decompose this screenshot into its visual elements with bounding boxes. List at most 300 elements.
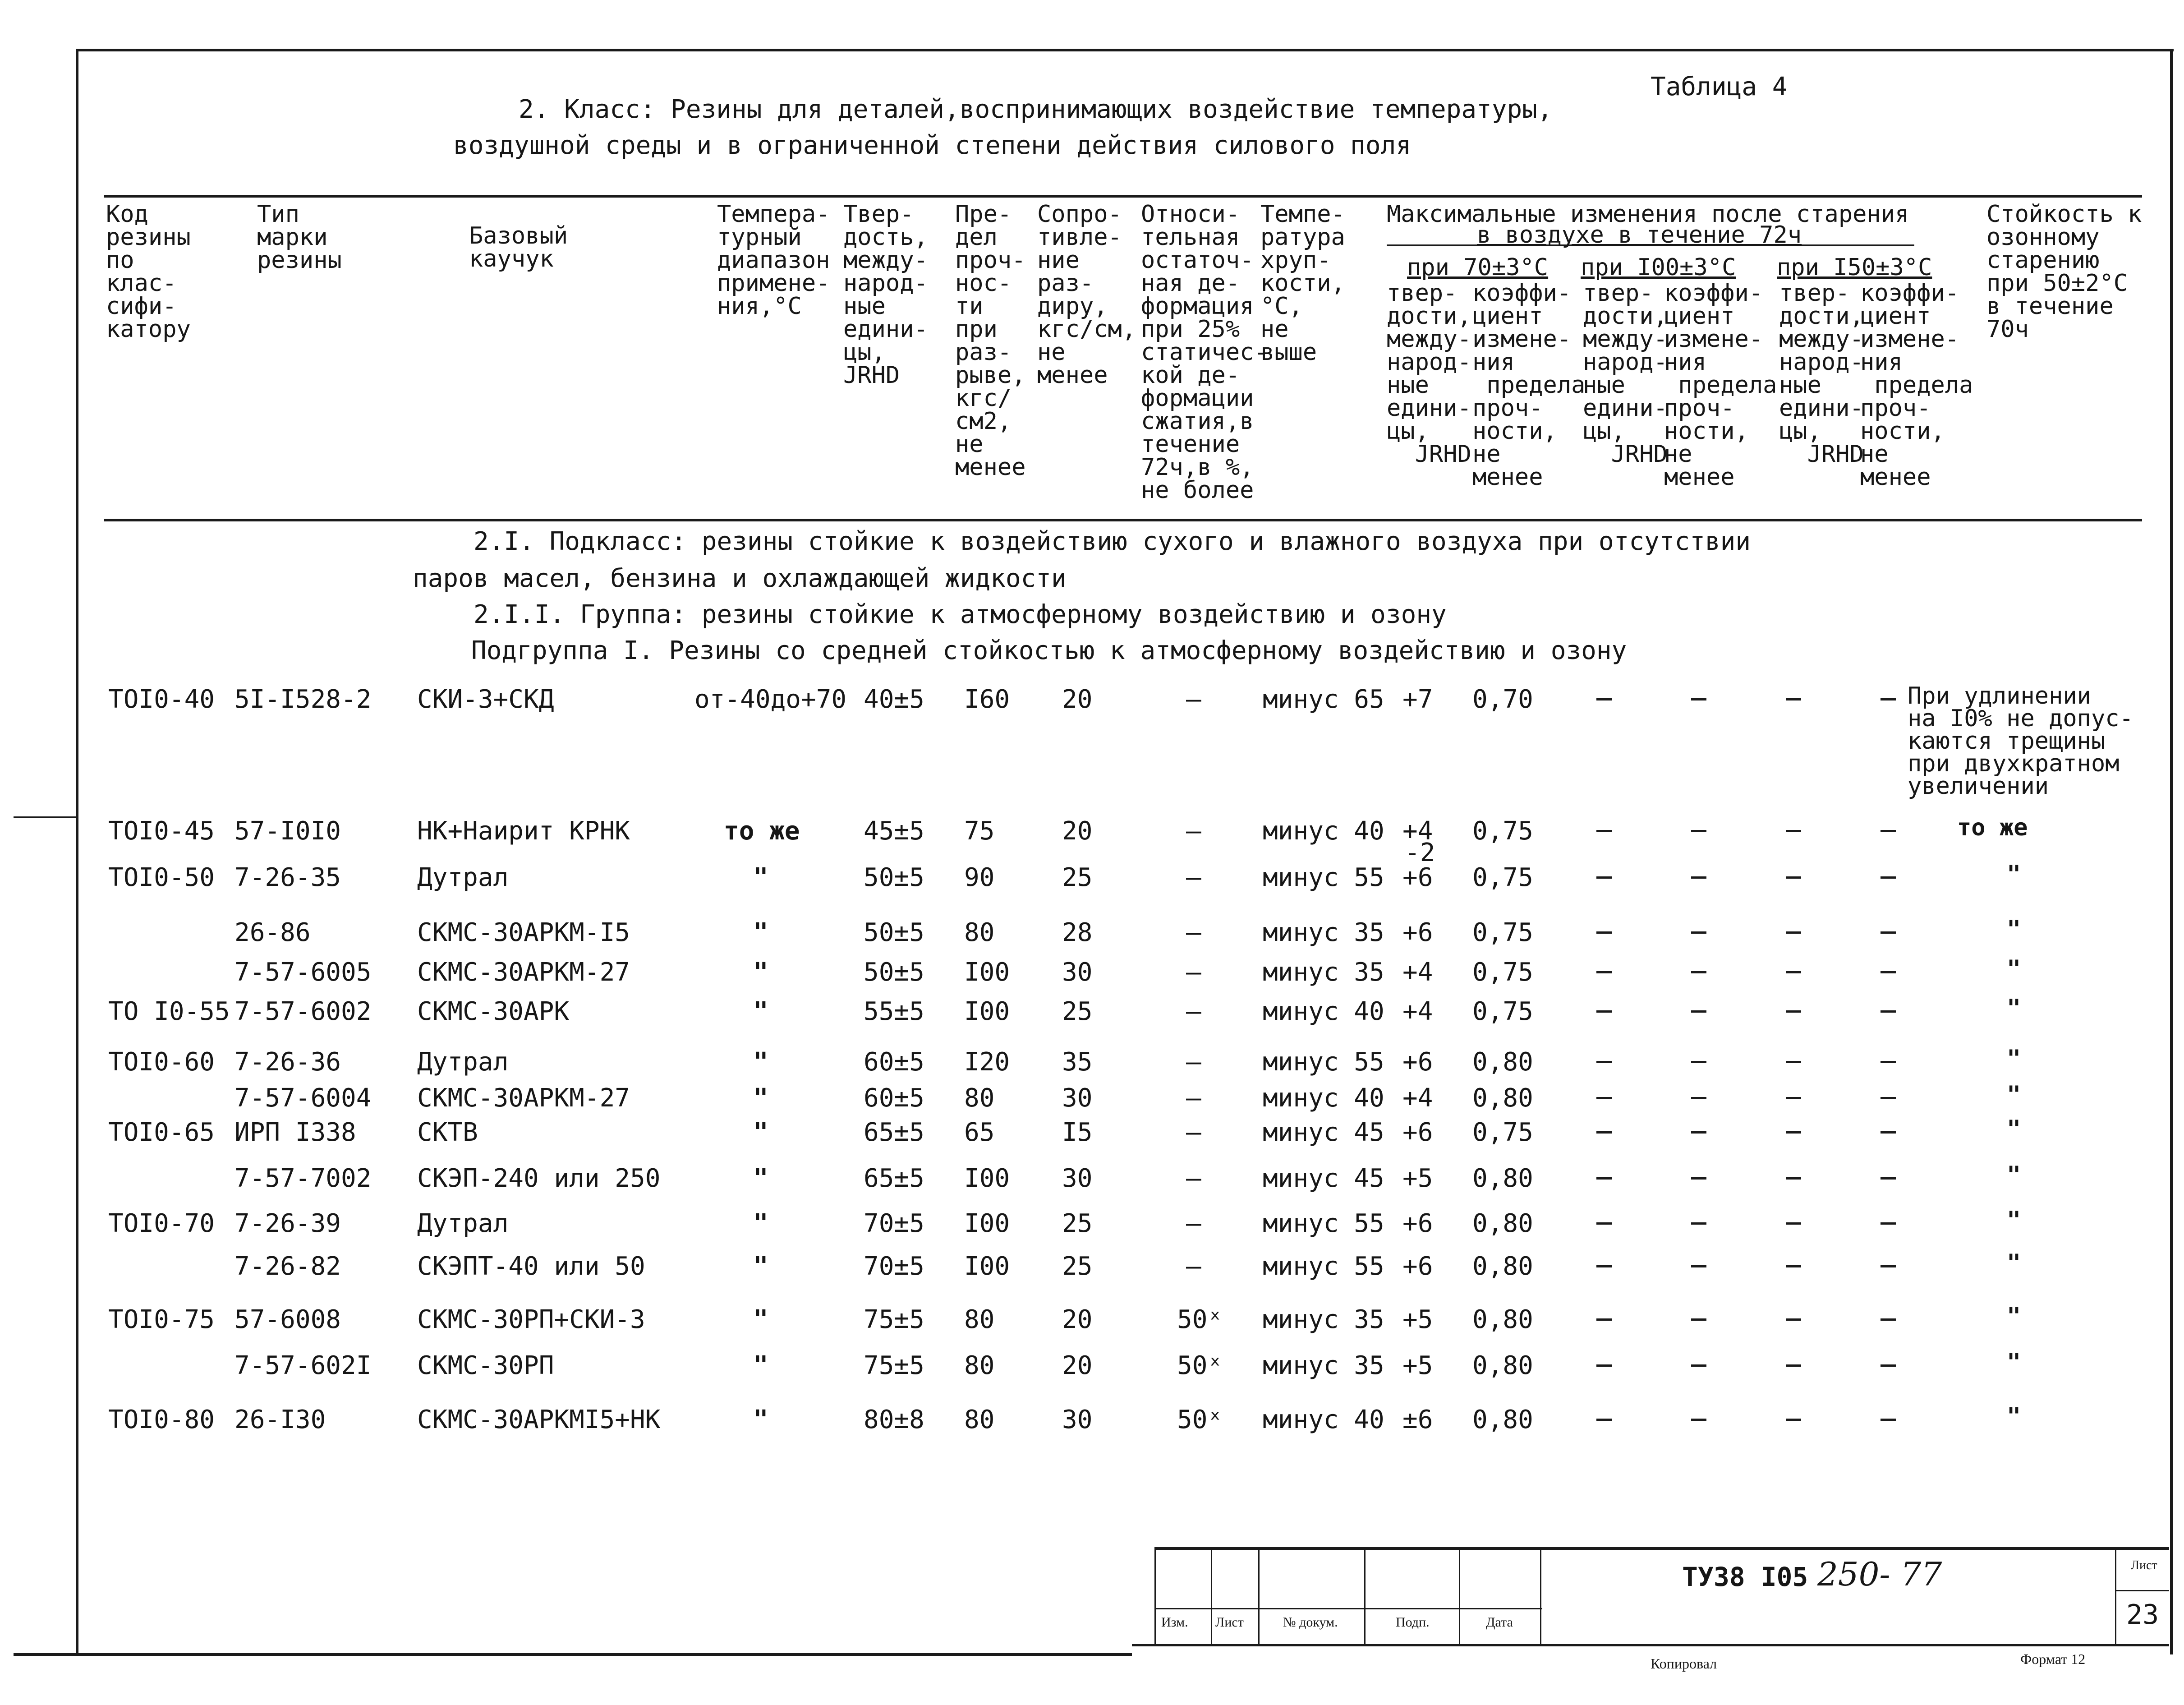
cell-deform: 50ˣ — [1177, 1351, 1223, 1380]
cell-deform: 50ˣ — [1177, 1405, 1223, 1434]
cell-d-hard: +5 — [1402, 1351, 1433, 1380]
no-data-dash — [1786, 830, 1801, 832]
cell-hard: 65±5 — [864, 1164, 924, 1193]
cell-temp: " — [753, 1351, 768, 1380]
cell-code: ТОI0-65 — [108, 1118, 215, 1147]
no-data-dash — [1786, 876, 1801, 879]
header-tear: Сопро- тивле- ние раз- диру, кгс/см, не менее — [1037, 201, 1136, 389]
cell-strength: 80 — [964, 1083, 995, 1113]
cell-strength: 80 — [964, 1305, 995, 1334]
no-data-dash — [1596, 1265, 1612, 1267]
cell-hard: 40±5 — [864, 685, 924, 714]
cell-strength: 80 — [964, 1351, 995, 1380]
no-data-dash — [1881, 931, 1896, 934]
cell-strength: I20 — [964, 1047, 1010, 1077]
no-data-dash — [1881, 1265, 1896, 1267]
cell-rubber: СКМС-30АРКМ-I5 — [417, 918, 630, 947]
no-data-dash — [1786, 1318, 1801, 1321]
cell-mark: 5I-I528-2 — [234, 685, 372, 714]
cell-hard: 70±5 — [864, 1209, 924, 1238]
cell-rubber: СКМС-30АРК — [417, 997, 570, 1026]
header-deformation: Относи- тельная остаточ- ная де- формация при 25% статичес- кой де- формации сжатия,в течение 72ч,в %, не более — [1141, 201, 1268, 504]
cell-tear: 20 — [1062, 816, 1093, 846]
cell-coef: 0,80 — [1472, 1405, 1533, 1434]
no-data-dash — [1691, 931, 1706, 934]
cell-ozone: " — [2007, 1303, 2021, 1330]
doc-number-handwritten: 250- 77 — [1817, 1555, 1942, 1593]
no-data-dash — [1691, 1265, 1706, 1267]
cell-temp: " — [753, 1083, 768, 1113]
cell-mark: 7-57-602I — [234, 1351, 372, 1380]
cell-d-hard: +5 — [1402, 1164, 1433, 1193]
cell-hard: 75±5 — [864, 1305, 924, 1334]
no-data-dash — [1881, 1222, 1896, 1225]
cell-tear: 30 — [1062, 958, 1093, 987]
table-row — [0, 682, 2184, 800]
cell-deform: – — [1186, 1252, 1201, 1281]
table-row — [0, 1305, 2184, 1350]
cell-tear: 25 — [1062, 997, 1093, 1026]
cell-temp: " — [753, 958, 768, 987]
cell-tear: 28 — [1062, 918, 1093, 947]
cell-rubber: СКМС-30РП — [417, 1351, 554, 1380]
table-row — [0, 1047, 2184, 1081]
cell-tear: 30 — [1062, 1083, 1093, 1113]
cell-strength: I00 — [964, 997, 1010, 1026]
cell-d-hard: +5 — [1402, 1305, 1433, 1334]
table-row — [0, 918, 2184, 956]
group-title: 2.I.I. Группа: резины стойкие к атмосферному воздействию и озону — [474, 600, 1447, 629]
cell-d-hard: +4 — [1402, 816, 1433, 846]
cell-hard: 60±5 — [864, 1083, 924, 1113]
sheet-number: 23 — [2126, 1599, 2159, 1631]
cell-coef: 0,80 — [1472, 1164, 1533, 1193]
cell-code: ТОI0-75 — [108, 1305, 215, 1334]
cell-deform: – — [1186, 816, 1201, 846]
cell-brittle: минус 40 — [1263, 997, 1384, 1026]
stamp-divider-5 — [1459, 1550, 1460, 1645]
cell-hard: 70±5 — [864, 1252, 924, 1281]
cell-brittle: минус 55 — [1263, 1252, 1384, 1281]
stamp-divider-1 — [1154, 1550, 1156, 1645]
cell-coef: 0,70 — [1472, 685, 1533, 714]
stamp-divider-3 — [1258, 1550, 1260, 1645]
no-data-dash — [1596, 971, 1612, 973]
cell-brittle: минус 55 — [1263, 1209, 1384, 1238]
cell-hard: 50±5 — [864, 918, 924, 947]
stamp-bottom-line — [1132, 1644, 2169, 1646]
subclass-line-2: паров масел, бензина и охлаждающей жидкости — [413, 564, 1067, 593]
cell-brittle: минус 35 — [1263, 918, 1384, 947]
cell-rubber: Дутрал — [417, 1047, 509, 1077]
stamp-top-line — [1154, 1547, 2169, 1550]
no-data-dash — [1881, 830, 1896, 832]
table-row — [0, 997, 2184, 1042]
cell-deform: – — [1186, 997, 1201, 1026]
no-data-dash — [1691, 1097, 1706, 1099]
doc-number: ТУ38 I05 — [1682, 1562, 1808, 1592]
cell-brittle: минус 65 — [1263, 685, 1384, 714]
cell-strength: 90 — [964, 863, 995, 892]
no-data-dash — [1596, 1010, 1612, 1013]
no-data-dash — [1881, 1010, 1896, 1013]
cell-ozone: " — [2007, 916, 2021, 943]
table-label: Таблица 4 — [1651, 72, 1788, 101]
cell-temp: " — [753, 918, 768, 947]
cell-temp: " — [753, 1405, 768, 1434]
footer-copied: Копировал — [1651, 1655, 1717, 1672]
no-data-dash — [1596, 1131, 1612, 1134]
cell-hard: 55±5 — [864, 997, 924, 1026]
cell-d-hard: +4 — [1402, 958, 1433, 987]
stamp-divider-6 — [1540, 1550, 1541, 1645]
cell-ozone: " — [2007, 955, 2021, 982]
cell-code: ТО I0-55 — [108, 997, 230, 1026]
no-data-dash — [1691, 876, 1706, 879]
cell-strength: 80 — [964, 918, 995, 947]
cell-rubber: СКМС-30РП+СКИ-3 — [417, 1305, 645, 1334]
no-data-dash — [1786, 1419, 1801, 1421]
cell-tear: I5 — [1062, 1118, 1093, 1147]
cell-mark: 7-57-6005 — [234, 958, 372, 987]
frame-top-line — [77, 49, 2174, 51]
cell-hard: 50±5 — [864, 863, 924, 892]
no-data-dash — [1881, 1318, 1896, 1321]
no-data-dash — [1691, 1177, 1706, 1180]
cell-d-hard2: -2 — [1405, 838, 1435, 867]
cell-coef: 0,75 — [1472, 997, 1533, 1026]
cell-ozone: При удлинении на I0% не допус- каются трещины при двухкратном увеличении — [1908, 682, 2133, 800]
cell-code: ТОI0-70 — [108, 1209, 215, 1238]
no-data-dash — [1786, 1061, 1801, 1063]
cell-coef: 0,80 — [1472, 1252, 1533, 1281]
no-data-dash — [1596, 1061, 1612, 1063]
header-code: Код резины по клас- сифи- катору — [106, 201, 191, 343]
no-data-dash — [1691, 830, 1706, 832]
cell-coef: 0,75 — [1472, 958, 1533, 987]
cell-ozone: " — [2007, 861, 2021, 888]
cell-ozone: " — [2007, 1115, 2021, 1143]
no-data-dash — [1691, 1222, 1706, 1225]
no-data-dash — [1596, 931, 1612, 934]
header-sub-hardness-150: твер- дости, между- народ- ные едини- цы, JRHD — [1779, 280, 1864, 468]
cell-mark: 7-26-39 — [234, 1209, 341, 1238]
cell-tear: 20 — [1062, 1305, 1093, 1334]
cell-coef: 0,75 — [1472, 918, 1533, 947]
cell-code: ТОI0-45 — [108, 816, 215, 846]
no-data-dash — [1881, 1061, 1896, 1063]
table-row — [0, 1351, 2184, 1403]
cell-brittle: минус 40 — [1263, 816, 1384, 846]
cell-d-hard: +6 — [1402, 1209, 1433, 1238]
no-data-dash — [1786, 1097, 1801, 1099]
cell-brittle: минус 40 — [1263, 1083, 1384, 1113]
cell-rubber: СКТВ — [417, 1118, 478, 1147]
no-data-dash — [1881, 971, 1896, 973]
stamp-col-izm: Изм. — [1161, 1615, 1188, 1630]
cell-ozone: " — [2007, 1045, 2021, 1072]
cell-coef: 0,80 — [1472, 1305, 1533, 1334]
no-data-dash — [1881, 876, 1896, 879]
cell-temp: " — [753, 1209, 768, 1238]
subclass-line-1: 2.I. Подкласс: резины стойкие к воздействию сухого и влажного воздуха при отсутствии — [474, 527, 1751, 556]
header-brittleness: Темпе- ратура хруп- кости, °С, не выше — [1260, 201, 1345, 366]
cell-rubber: СКЭПТ-40 или 50 — [417, 1252, 645, 1281]
cell-deform: – — [1186, 1209, 1201, 1238]
no-data-dash — [1596, 1097, 1612, 1099]
table-row — [0, 1083, 2184, 1117]
cell-ozone: " — [2007, 995, 2021, 1022]
cell-rubber: СКМС-30АРКМI5+НК — [417, 1405, 661, 1434]
header-sub-coef-150: коэффи- циент измене- ния предела проч- ности, не менее — [1860, 280, 1973, 491]
no-data-dash — [1881, 1131, 1896, 1134]
cell-strength: I60 — [964, 685, 1010, 714]
cell-ozone: " — [2007, 1349, 2021, 1376]
header-at150: при I50±3°С — [1777, 254, 1932, 281]
table-row — [0, 1161, 2184, 1207]
header-hardness: Твер- дость, между- народ- ные едини- цы, JRHD — [843, 201, 928, 389]
cell-d-hard: +6 — [1402, 1118, 1433, 1147]
no-data-dash — [1881, 1419, 1896, 1421]
cell-deform: – — [1186, 863, 1201, 892]
cell-hard: 65±5 — [864, 1118, 924, 1147]
cell-mark: 7-57-6002 — [234, 997, 372, 1026]
cell-temp: " — [753, 1047, 768, 1077]
cell-d-hard: +4 — [1402, 1083, 1433, 1113]
cell-rubber: Дутрал — [417, 1209, 509, 1238]
no-data-dash — [1786, 1177, 1801, 1180]
no-data-dash — [1691, 971, 1706, 973]
cell-deform: – — [1186, 1164, 1201, 1193]
no-data-dash — [1786, 971, 1801, 973]
no-data-dash — [1596, 698, 1612, 700]
header-temp-range: Темпера- турный диапазон примене- ния,°С — [717, 201, 830, 320]
cell-strength: I00 — [964, 1164, 1010, 1193]
cell-ozone: " — [2007, 1207, 2021, 1234]
cell-temp: " — [753, 1252, 768, 1281]
no-data-dash — [1881, 1097, 1896, 1099]
cell-code: ТОI0-60 — [108, 1047, 215, 1077]
cell-rubber: Дутрал — [417, 863, 509, 892]
cell-mark: 26-I30 — [234, 1405, 326, 1434]
cell-tear: 20 — [1062, 1351, 1093, 1380]
cell-tear: 25 — [1062, 863, 1093, 892]
header-sub-hardness-70: твер- дости, между- народ- ные едини- цы, JRHD — [1387, 280, 1471, 468]
sheet-label: Лист — [2131, 1558, 2157, 1572]
stamp-col-date: Дата — [1486, 1615, 1513, 1630]
cell-hard: 80±8 — [864, 1405, 924, 1434]
cell-strength: I00 — [964, 1209, 1010, 1238]
no-data-dash — [1691, 698, 1706, 700]
cell-temp: то же — [724, 816, 800, 846]
cell-brittle: минус 35 — [1263, 958, 1384, 987]
cell-strength: I00 — [964, 1252, 1010, 1281]
header-sub-coef-100: коэффи- циент измене- ния предела проч- ности, не менее — [1664, 280, 1777, 491]
cell-coef: 0,75 — [1472, 816, 1533, 846]
header-at100: при I00±3°С — [1581, 254, 1736, 281]
cell-temp: " — [753, 1118, 768, 1147]
cell-ozone: " — [2007, 1403, 2021, 1430]
cell-rubber: СКИ-3+СКД — [417, 685, 554, 714]
cell-brittle: минус 55 — [1263, 863, 1384, 892]
cell-rubber: СКМС-30АРКМ-27 — [417, 1083, 630, 1113]
cell-deform: – — [1186, 1047, 1201, 1077]
cell-rubber: СКЭП-240 или 250 — [417, 1164, 661, 1193]
no-data-dash — [1881, 1364, 1896, 1367]
cell-rubber: НК+Наирит КРНК — [417, 816, 630, 846]
cell-d-hard: ±6 — [1402, 1405, 1433, 1434]
header-mark: Тип марки резины — [257, 201, 342, 274]
cell-coef: 0,80 — [1472, 1083, 1533, 1113]
no-data-dash — [1596, 830, 1612, 832]
table-row — [0, 814, 2184, 867]
no-data-dash — [1786, 1222, 1801, 1225]
cell-brittle: минус 45 — [1263, 1118, 1384, 1147]
cell-d-hard: +4 — [1402, 997, 1433, 1026]
cell-d-hard: +6 — [1402, 1252, 1433, 1281]
no-data-dash — [1881, 698, 1896, 700]
stamp-divider-4 — [1364, 1550, 1366, 1645]
cell-mark: 7-26-36 — [234, 1047, 341, 1077]
cell-coef: 0,80 — [1472, 1209, 1533, 1238]
no-data-dash — [1881, 1177, 1896, 1180]
cell-deform: 50ˣ — [1177, 1305, 1223, 1334]
cell-brittle: минус 40 — [1263, 1405, 1384, 1434]
cell-temp: от-40до+70 — [694, 685, 847, 714]
bottom-frame-line — [14, 1653, 1132, 1656]
cell-brittle: минус 45 — [1263, 1164, 1384, 1193]
header-at70: при 70±3°С — [1407, 254, 1549, 281]
no-data-dash — [1596, 1318, 1612, 1321]
cell-strength: 80 — [964, 1405, 995, 1434]
cell-deform: – — [1186, 918, 1201, 947]
cell-coef: 0,80 — [1472, 1047, 1533, 1077]
cell-deform: – — [1186, 1083, 1201, 1113]
cell-tear: 20 — [1062, 685, 1093, 714]
cell-temp: " — [753, 863, 768, 892]
cell-mark: ИРП I338 — [234, 1118, 356, 1147]
cell-tear: 30 — [1062, 1405, 1093, 1434]
cell-strength: 75 — [964, 816, 995, 846]
cell-strength: I00 — [964, 958, 1010, 987]
stamp-mid-line — [1154, 1608, 1542, 1609]
cell-d-hard: +6 — [1402, 863, 1433, 892]
footer-format: Формат 12 — [2020, 1651, 2086, 1667]
cell-mark: 57-I0I0 — [234, 816, 341, 846]
no-data-dash — [1786, 931, 1801, 934]
no-data-dash — [1596, 1222, 1612, 1225]
header-sub-coef-70: коэффи- циент измене- ния предела проч- ности, не менее — [1472, 280, 1586, 491]
cell-mark: 7-26-82 — [234, 1252, 341, 1281]
cell-code: ТОI0-40 — [108, 685, 215, 714]
stamp-sheet-line — [2115, 1590, 2169, 1591]
title-line-2: воздушной среды и в ограниченной степени действия силового поля — [453, 131, 1412, 160]
no-data-dash — [1596, 876, 1612, 879]
cell-d-hard: +6 — [1402, 1047, 1433, 1077]
no-data-dash — [1691, 1010, 1706, 1013]
no-data-dash — [1691, 1061, 1706, 1063]
cell-hard: 45±5 — [864, 816, 924, 846]
cell-code: ТОI0-50 — [108, 863, 215, 892]
cell-ozone: " — [2007, 1081, 2021, 1108]
no-data-dash — [1691, 1419, 1706, 1421]
no-data-dash — [1596, 1364, 1612, 1367]
cell-hard: 50±5 — [864, 958, 924, 987]
table-row — [0, 1249, 2184, 1301]
cell-coef: 0,75 — [1472, 863, 1533, 892]
header-strength: Пре- дел проч- нос- ти при раз- рыве, кгс/ см2, не менее — [955, 201, 1026, 481]
header-top-rule — [104, 195, 2142, 198]
cell-coef: 0,80 — [1472, 1351, 1533, 1380]
cell-code: ТОI0-80 — [108, 1405, 215, 1434]
header-sub-hardness-100: твер- дости, между- народ- ные едини- цы, JRHD — [1583, 280, 1668, 468]
subgroup-title: Подгруппа I. Резины со средней стойкостью к атмосферному воздействию и озону — [471, 636, 1627, 665]
table-row — [0, 1115, 2184, 1163]
cell-deform: – — [1186, 958, 1201, 987]
cell-coef: 0,75 — [1472, 1118, 1533, 1147]
cell-brittle: минус 35 — [1263, 1305, 1384, 1334]
header-ozone: Стойкость к озонному старению при 50±2°С в течение 70ч — [1986, 201, 2142, 343]
cell-mark: 7-26-35 — [234, 863, 341, 892]
table-row — [0, 1209, 2184, 1249]
cell-temp: " — [753, 997, 768, 1026]
cell-strength: 65 — [964, 1118, 995, 1147]
no-data-dash — [1786, 1131, 1801, 1134]
cell-tear: 30 — [1062, 1164, 1093, 1193]
table-row — [0, 863, 2184, 908]
no-data-dash — [1786, 1265, 1801, 1267]
cell-ozone: то же — [1957, 814, 2028, 841]
no-data-dash — [1691, 1364, 1706, 1367]
cell-hard: 60±5 — [864, 1047, 924, 1077]
cell-ozone: " — [2007, 1249, 2021, 1276]
cell-rubber: СКМС-30АРКМ-27 — [417, 958, 630, 987]
cell-mark: 7-57-7002 — [234, 1164, 372, 1193]
cell-tear: 25 — [1062, 1209, 1093, 1238]
cell-hard: 75±5 — [864, 1351, 924, 1380]
cell-mark: 7-57-6004 — [234, 1083, 372, 1113]
no-data-dash — [1786, 698, 1801, 700]
stamp-col-doc: № докум. — [1283, 1615, 1338, 1630]
no-data-dash — [1596, 1419, 1612, 1421]
cell-brittle: минус 55 — [1263, 1047, 1384, 1077]
stamp-divider-7 — [2115, 1550, 2116, 1645]
title-line-1: 2. Класс: Резины для деталей,воспринимающих воздействие температуры, — [519, 95, 1553, 124]
cell-d-hard: +7 — [1402, 685, 1433, 714]
cell-mark: 57-6008 — [234, 1305, 341, 1334]
table-row — [0, 955, 2184, 996]
cell-temp: " — [753, 1305, 768, 1334]
no-data-dash — [1691, 1318, 1706, 1321]
header-bottom-rule — [104, 519, 2142, 521]
cell-ozone: " — [2007, 1161, 2021, 1189]
no-data-dash — [1596, 1177, 1612, 1180]
no-data-dash — [1691, 1131, 1706, 1134]
header-aging: Максимальные изменения после старения — [1387, 201, 1909, 228]
no-data-dash — [1786, 1010, 1801, 1013]
cell-d-hard: +6 — [1402, 918, 1433, 947]
stamp-divider-2 — [1211, 1550, 1212, 1645]
header-aging-sub: в воздухе в течение 72ч — [1477, 221, 1802, 249]
cell-tear: 35 — [1062, 1047, 1093, 1077]
header-rubber: Базовый каучук — [469, 222, 568, 272]
cell-brittle: минус 35 — [1263, 1351, 1384, 1380]
cell-deform: – — [1186, 1118, 1201, 1147]
cell-mark: 26-86 — [234, 918, 311, 947]
cell-deform: – — [1186, 685, 1201, 714]
cell-temp: " — [753, 1164, 768, 1193]
cell-tear: 25 — [1062, 1252, 1093, 1281]
